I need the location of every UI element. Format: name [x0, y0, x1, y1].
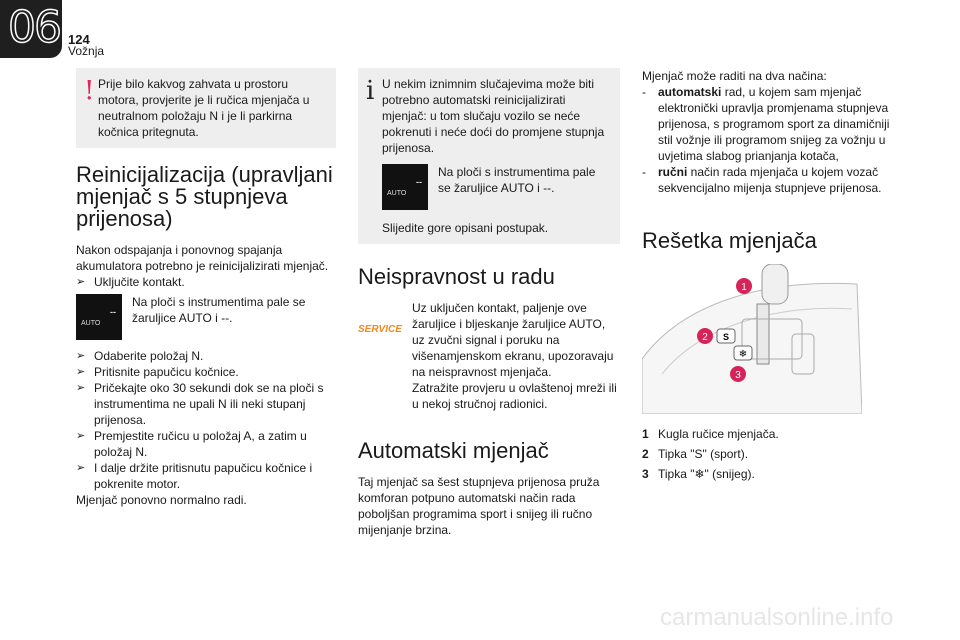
heading-fault: Neispravnost u radu	[358, 264, 555, 289]
column-3	[642, 68, 902, 486]
info-follow: Slijedite gore opisani postupak.	[382, 221, 549, 235]
closing-text: Mjenjač ponovno normalno radi.	[76, 493, 247, 507]
svg-text:❄: ❄	[738, 349, 748, 360]
svg-text:1: 1	[741, 282, 747, 293]
panel-text: Na ploči s instrumentima pale se žaruljice AUTO i --.	[132, 295, 306, 325]
bullet-icon: ➢	[76, 350, 86, 362]
list-item: ➢ Uključite kontakt.	[76, 275, 185, 289]
bullet-icon: ➢	[76, 366, 86, 378]
watermark: carmanualsonline.info	[660, 604, 894, 631]
gear-grid-illustration	[642, 264, 862, 414]
legend-item: 3 Tipka "❄" (snijeg).	[642, 467, 755, 481]
list-item: ➢ Odaberite položaj N.	[76, 349, 204, 363]
reinit-intro: Nakon odspajanja i ponovnog spajanja akumulatora potrebno je reinicijalizirati mjenjač.	[76, 243, 329, 273]
list-item: ➢ Pričekajte oko 30 sekundi dok se na ploči s instrumentima ne upali N ili neki stupanj prijenosa.	[76, 381, 324, 427]
bullet-icon: ➢	[76, 276, 86, 288]
info-panel-text: Na ploči s instrumentima pale se žaruljice AUTO i --.	[438, 165, 596, 195]
page-number: 124	[68, 32, 90, 47]
heading-automatic: Automatski mjenjač	[358, 438, 549, 463]
fault-text-2: Zatražite provjeru u ovlaštenoj mreži ili u nekoj stručnoj radionici.	[412, 381, 617, 411]
svg-text:2: 2	[702, 332, 708, 343]
list-item: ➢ Premjestite ručicu u položaj A, a zatim u položaj N.	[76, 429, 307, 459]
bullet-icon: ➢	[76, 462, 86, 474]
modes-intro: Mjenjač može raditi na dva načina:	[642, 69, 827, 83]
mode-item: - automatski rad, u kojem sam mjenjač elektronički upravlja promjenama stupnjeva prijenosa, s programom sport za dinamičniji stil vožnje ili programom snijeg za vožnju u uvjetima slabog prianjanja kotača,	[642, 85, 890, 163]
info-box	[358, 68, 620, 244]
service-warning-icon: SERVICE	[358, 324, 402, 335]
fault-text: Uz uključen kontakt, paljenje ove žaruljice i bljeskanje žaruljice AUTO, uz zvučni signal i poruku na višenamjenskom ekranu, upozoravaju na neispravnost mjenjača.	[412, 301, 614, 379]
column-2	[358, 68, 620, 538]
list-item: ➢ Pritisnite papučicu kočnice.	[76, 365, 239, 379]
gear-legend	[642, 426, 902, 482]
steps-list	[76, 348, 336, 492]
info-text: U nekim iznimnim slučajevima može biti potrebno automatski reinicijalizirati mjenjač: u tom slučaju vozilo se neće pokrenuti i neće doći do promjene stupnja prijenosa.	[382, 77, 605, 155]
chapter-number: 06	[8, 2, 60, 53]
heading-gear-grid: Rešetka mjenjača	[642, 228, 817, 253]
warning-box	[76, 68, 336, 148]
svg-text:3: 3	[735, 370, 741, 381]
auto-indicator-image: AUTO --	[76, 294, 122, 340]
callout-2	[697, 328, 713, 344]
section-name: Vožnja	[68, 44, 105, 58]
column-1	[76, 68, 336, 508]
warning-icon: !	[84, 76, 95, 106]
legend-item: 1 Kugla ručice mjenjača.	[642, 427, 779, 441]
mode-item: - ručni način rada mjenjača u kojem vozač sekvencijalno mijenja stupnjeve prijenosa.	[642, 165, 882, 195]
heading-reinit: Reinicijalizacija (upravljani mjenjač s 5 stupnjeva prijenosa)	[76, 162, 333, 231]
auto-indicator-image: AUTO --	[382, 164, 428, 210]
svg-text:S: S	[722, 332, 730, 342]
legend-item: 2 Tipka "S" (sport).	[642, 447, 749, 461]
automatic-text: Taj mjenjač sa šest stupnjeva prijenosa pruža komforan potpuno automatski način rada poboljšan programima sport i snijeg ili ručno mijenjanje brzina.	[358, 475, 600, 537]
callout-1	[736, 278, 752, 294]
bullet-icon: ➢	[76, 382, 86, 394]
callout-3	[730, 366, 746, 382]
list-item: ➢ I dalje držite pritisnutu papučicu kočnice i pokrenite motor.	[76, 461, 313, 491]
warning-text: Prije bilo kakvog zahvata u prostoru motora, provjerite je li ručica mjenjača u neutralnom položaju N i je li parkirna kočnica pritegnuta.	[98, 77, 310, 139]
info-icon: i	[366, 76, 375, 106]
bullet-icon: ➢	[76, 430, 86, 442]
